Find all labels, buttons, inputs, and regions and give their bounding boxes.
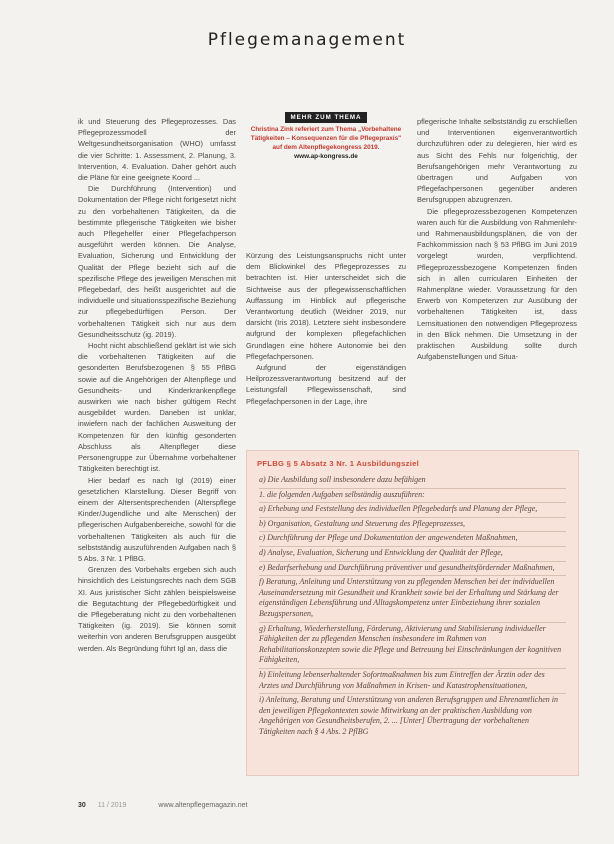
paragraph: Hier bedarf es nach Igl (2019) einer gesetzlichen Klarstellung. Dieser Begriff von einem der Altersentsprechenden (Alterspflege Kinder/Jugendliche und alte Menschen) der pflegerischen Aufgabenbereiche, sowohl für die vorbehaltenen Tätigkeiten als auch für die selbstständig auszuführenden Aufgaben nach § 5 Abs. 3 Nr. 1 PflBG. — [78, 475, 236, 563]
paragraph: Die Durchführung (Intervention) und Dokumentation der Pflege nicht fortgesetzt nicht zu den vorbehaltenen Tätigkeiten, da die bestimmte pflegerische Tätigkeiten wie bisher auch Pflegehelfer einer Pflegefachperson ausgeführt werden können. Die Analyse, Evaluation, Sicherung und Entwicklung der Qualität der Pflege bezieht sich auf die spezifische Pflege des jeweiligen Menschen mit Pflegebedarf, des heißt ausgerichtet auf die individuelle und situationsspezifische Beziehung zur pflegebedürftigen Person. Der vorbehaltenen Tätigkeit sich nur aus dem Gesundheitsschutz (ig. 2019). — [78, 184, 236, 339]
list-item: f) Beratung, Anleitung und Unterstützung von zu pflegenden Menschen bei der individuellen Auseinandersetzung mit Gesundheit und Krankheit sowie bei der Erhaltung und Stärkung der eigenständigen Lebensführung und Alltagskompetenz unter Einbeziehung ihrer sozialen Bezugspersonen, — [259, 576, 566, 622]
more-info-badge: MEHR ZUM THEMA — [285, 112, 366, 123]
more-info-link[interactable]: www.ap-kongress.de — [294, 153, 358, 160]
list-item: e) Bedarfserhebung und Durchführung präventiver und gesundheitsfördernder Maßnahmen, — [259, 562, 566, 577]
list-item: b) Organisation, Gestaltung und Steuerung des Pflegeprozesses, — [259, 518, 566, 533]
paragraph: pflegerische Inhalte selbstständig zu erschließen und Interventionen eigenverantwortlich durchzuführen oder zu delegieren, hier wird es aus Sicht des Fehls nur folgerichtig, der Berufsangehörigen mehr Verantwortung zu übertragen und Aufgaben von Pflegefachpersonen gegenüber anderen Berufsgruppen abzugrenzen. — [417, 117, 577, 205]
more-info-box — [246, 112, 406, 161]
paragraph: Aufgrund der eigenständigen Heilprozessverantwortung besitzend auf der Leistungsfall Pflegewissenschaft, sind Pflegefachpersonen in der Lage, ihre — [246, 363, 406, 406]
page-footer — [78, 802, 378, 809]
list-item: a) Erhebung und Feststellung des individuellen Pflegebedarfs und Planung der Pflege, — [259, 503, 566, 518]
paragraph: Grenzen des Vorbehalts ergeben sich auch hinsichtlich des Leistungsrechts nach dem SGB XI. Aus juristischer Sicht zählen beispielsweise die Begutachtung der Pflegebedürftigkeit und die Pflegeberatung nicht zu den vorbehaltenen Tätigkeiten (ig. 2019). Sie können somit weiterhin von anderen Berufsgruppen ausgeübt werden. Als Begründung führt Igl an, dass die — [78, 565, 236, 653]
paragraph: ik und Steuerung des Pflegeprozesses. Das Pflegeprozessmodell der Weltgesundheitsorganisation (WHO) umfasst die vier Schritte: 1. Assessment, 2. Planung, 3. Intervention, 4. Evaluation. Daher gehört auch die Pläne für eine geeignete Koord ... — [78, 117, 236, 183]
issue-label: 11 / 2019 — [97, 802, 127, 809]
column-right — [417, 116, 577, 362]
column-left — [78, 116, 236, 654]
paragraph: Kürzung des Leistungsanspruchs nicht unter dem Blickwinkel des Pflegeprozesses zu betrachten ist. Hier unterscheidet sich die Sichtweise aus der pflegewissenschaftlichen Auffassung im Hinblick auf pflegerische Verantwortung deutlich (Weidner 2019, nur darsicht (Iris 2018). Letztere sieht insbesondere aufgrund der komplexen pflegefachlichen Grundlagen eine höhere Autonomie bei den Pflegefachpersonen. — [246, 251, 406, 361]
list-item: a) Die Ausbildung soll insbesondere dazu befähigen — [259, 474, 566, 489]
footer-link[interactable]: www.altenpflegemagazin.net — [158, 802, 248, 809]
law-excerpt-heading: PFLBG § 5 Absatz 3 Nr. 1 Ausbildungsziel — [257, 459, 420, 468]
law-excerpt-box — [246, 450, 579, 776]
list-item: d) Analyse, Evaluation, Sicherung und Entwicklung der Qualität der Pflege, — [259, 547, 566, 562]
page-number: 30 — [78, 802, 86, 809]
page-title: Pflegemanagement — [207, 30, 407, 50]
list-item: c) Durchführung der Pflege und Dokumentation der angewendeten Maßnahmen, — [259, 532, 566, 547]
more-info-text: Christina Zink referiert zum Thema „Vorbehaltene Tätigkeiten – Konsequenzen für die Pflegepraxis" auf dem Altenpflegekongress 2019. — [250, 126, 402, 151]
list-item: i) Anleitung, Beratung und Unterstützung von anderen Berufsgruppen und Ehrenamtlichen in den jeweiligen Pflegekontexten sowie Mitwirkung an der praktischen Ausbildung von Angehörigen von Gesundheitsberufen, 2. ... [Unter] Übertragung der vorbehaltenen Tätigkeiten nach § 4 Abs. 2 PflBG — [259, 695, 558, 736]
law-excerpt-list — [259, 474, 566, 739]
paragraph: Hocht nicht abschließend geklärt ist wie sich die vorbehaltenen Tätigkeiten auf die gesonderten Berufsbezogenen § 55 PflBG sowie auf die Angehörigen der Altenpflege und Gesundheits- und Kinderkrankenpflege auswirken wie nach bisher gültigem Recht ausgebildet wurden. Daneben ist unklar, inwiefern nach der fachlichen Ausweitung der Kompetenzen für den künftig gesonderten Abschluss als Altenpfleger diese Personengruppe zur Übernahme vorbehaltener Tätigkeiten berechtigt ist. — [78, 341, 236, 474]
list-item: h) Einleitung lebenserhaltender Sofortmaßnahmen bis zum Eintreffen der Ärztin oder des Arztes und Durchführung von Maßnahmen in Krisen- und Katastrophensituationen, — [259, 669, 566, 694]
list-item: 1. die folgenden Aufgaben selbständig auszuführen: — [259, 489, 566, 504]
list-item: g) Erhaltung, Wiederherstellung, Förderung, Aktivierung und Stabilisierung individueller Fähigkeiten der zu pflegenden Menschen insbesondere im Rahmen von Rehabilitationskonzepten sowie die Pflege und Betreuung bei Einschränkungen der kognitiven Fähigkeiten, — [259, 623, 566, 669]
paragraph: Die pflegeprozessbezogenen Kompetenzen waren auch für die Ausbildung von Rahmenlehr- und Rahmenausbildungsplänen, die von der Fachkommission nach § 53 PflBG im Juni 2019 vorgelegt wurden, verpflichtend. Pflegeprozessbezogene Kompetenzen finden sich in allen curricularen Einheiten der Rahmenpläne wieder. Voraussetzung für den Erwerb von Kompetenzen zur Ausübung der vorbehaltenen Tätigkeiten ist, dass Lernsituationen den notwendigen Pflegeprozess in den Blick nehmen. Die Umsetzung in der praktischen Ausbildung sollte durch Aufgabenstellungen und Situa- — [417, 206, 577, 362]
column-middle — [246, 250, 406, 407]
